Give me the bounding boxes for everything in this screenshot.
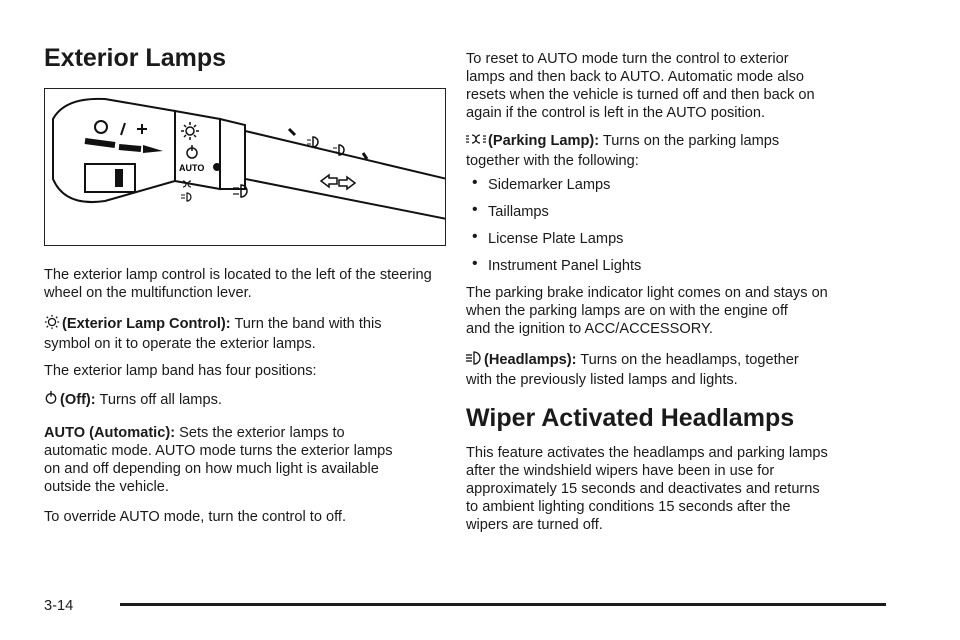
page-title: Exterior Lamps [44, 44, 227, 72]
headlamps-text-2: with the previously listed lamps and lights. [466, 372, 738, 388]
parking-lamp-icon [466, 133, 486, 152]
lamp-control-illustration [44, 88, 446, 246]
brake-text-3: and the ignition to ACC/ACCESSORY. [466, 321, 713, 337]
off-term: (Off): [60, 392, 96, 408]
auto-text-4: outside the vehicle. [44, 479, 169, 495]
intro-text: The exterior lamp control is located to the left of the steering wheel on the multifunction lever. [44, 267, 432, 301]
off-para [44, 390, 454, 411]
auto-label: AUTO [179, 163, 205, 173]
reset-para [466, 50, 896, 122]
auto-term: AUTO (Automatic): [44, 425, 176, 441]
wiper-text-1: This feature activates the headlamps and parking lamps [466, 445, 828, 461]
wiper-para [466, 444, 896, 534]
reset-text-3: resets when the vehicle is turned off and then back on [466, 87, 815, 103]
headlamps-term: (Headlamps): [484, 352, 577, 368]
parking-lamp-text-1: Turns on the parking lamps [602, 133, 780, 149]
intro-paragraph [44, 266, 454, 302]
headlamps-text-1: Turns on the headlamps, together [580, 352, 799, 368]
footer-rule [120, 603, 886, 606]
wiper-text-5: wipers are turned off. [466, 517, 603, 533]
exterior-lamp-control-text: Turn the band with this [234, 316, 382, 332]
auto-para [44, 424, 464, 496]
headlamp-icon [181, 193, 191, 201]
exterior-lamp-control-term: (Exterior Lamp Control): [62, 316, 231, 332]
list-item: • Instrument Panel Lights [472, 255, 642, 274]
auto-text-1: Sets the exterior lamps to [179, 425, 345, 441]
off-icon [44, 390, 58, 411]
multifunction-lever-drawing [45, 89, 446, 246]
headlamp-icon [466, 350, 482, 371]
parking-lamp-para [466, 132, 896, 170]
wiper-text-4: to ambient lighting conditions 15 seconds after the [466, 499, 791, 515]
brake-text-2: when the parking lamps are on with the engine off [466, 303, 788, 319]
wiper-text-3: approximately 15 seconds and deactivates and returns [466, 481, 820, 497]
parking-brake-para [466, 284, 896, 338]
off-text: Turns off all lamps. [99, 392, 222, 408]
parking-lamp-text-2: together with the following: [466, 153, 639, 169]
list-item: • Taillamps [472, 201, 549, 220]
reset-text-1: To reset to AUTO mode turn the control to exterior [466, 51, 789, 67]
reset-text-4: again if the control is left in the AUTO position. [466, 105, 766, 121]
list-item: • License Plate Lamps [472, 228, 624, 247]
positions-text: The exterior lamp band has four positions: [44, 363, 317, 379]
page-number: 3-14 [44, 598, 74, 614]
brake-text-1: The parking brake indicator light comes on and stays on [466, 285, 828, 301]
override-text: To override AUTO mode, turn the control to off. [44, 509, 347, 525]
positions-intro [44, 362, 454, 380]
reset-text-2: lamps and then back to AUTO. Automatic mode also [466, 69, 804, 85]
headlamps-para [466, 350, 896, 389]
exterior-lamp-control-para [44, 314, 454, 353]
auto-text-2: automatic mode. AUTO mode turns the exterior lamps [44, 443, 393, 459]
list-item: • Sidemarker Lamps [472, 174, 611, 193]
parking-lamp-list [466, 176, 896, 284]
override-para [44, 508, 454, 526]
auto-text-3: on and off depending on how much light is available [44, 461, 379, 477]
exterior-lamp-icon [44, 314, 60, 335]
wiper-text-2: after the windshield wipers have been in use for [466, 463, 775, 479]
exterior-lamp-control-text-2: symbol on it to operate the exterior lamps. [44, 336, 316, 352]
section-title-wiper: Wiper Activated Headlamps [466, 404, 795, 432]
parking-lamp-term: (Parking Lamp): [488, 133, 600, 149]
